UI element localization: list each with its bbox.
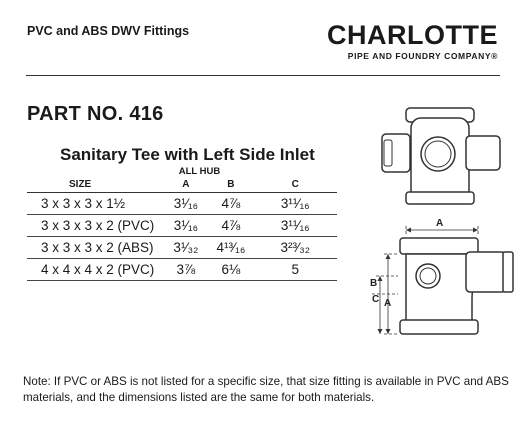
column-header-size: SIZE bbox=[69, 179, 92, 191]
section-title: PVC and ABS DWV Fittings bbox=[27, 24, 190, 38]
table-row bbox=[27, 214, 337, 236]
cell-size: 4 x 4 x 4 x 2 (PVC) bbox=[27, 258, 163, 280]
cell-size: 3 x 3 x 3 x 1½ bbox=[27, 192, 163, 214]
fitting-top-view bbox=[382, 108, 500, 204]
table-header-row bbox=[27, 178, 337, 192]
cell-b: 6⅛ bbox=[208, 258, 253, 280]
part-number: PART NO. 416 bbox=[27, 103, 164, 125]
cell-a: 3⅞ bbox=[163, 258, 208, 280]
cell-a: 3¹⁄₁₆ bbox=[163, 192, 208, 214]
brand-name: CHARLOTTE bbox=[327, 20, 498, 50]
header-divider bbox=[26, 75, 500, 76]
dimension-label-b: B bbox=[370, 278, 378, 289]
footnote: Note: If PVC or ABS is not listed for a specific size, that size fitting is available in PVC and ABS materials, and the dimensions listed are the same for both materials. bbox=[23, 375, 509, 404]
column-header-b: B bbox=[227, 179, 235, 191]
spec-table-block bbox=[27, 166, 337, 281]
dimension-label-a-top: A bbox=[436, 218, 444, 229]
cell-size: 3 x 3 x 3 x 2 (ABS) bbox=[27, 236, 163, 258]
group-label: ALL HUB bbox=[178, 166, 221, 177]
cell-a: 3¹⁄₁₆ bbox=[163, 214, 208, 236]
brand-subtitle: PIPE AND FOUNDRY COMPANY® bbox=[347, 51, 498, 61]
dimension-label-a-side: A bbox=[384, 298, 392, 309]
cell-b: 4⅞ bbox=[208, 192, 253, 214]
dimension-label-c: C bbox=[372, 294, 380, 305]
cell-c: 3¹¹⁄₁₆ bbox=[253, 192, 337, 214]
column-header-a: A bbox=[182, 179, 190, 191]
brand-logo bbox=[327, 22, 498, 61]
fitting-front-view bbox=[400, 238, 513, 334]
fitting-diagram bbox=[348, 80, 530, 366]
cell-a: 3¹⁄₃₂ bbox=[163, 236, 208, 258]
spec-table bbox=[27, 178, 337, 281]
cell-c: 3²³⁄₃₂ bbox=[253, 236, 337, 258]
cell-b: 4⅞ bbox=[208, 214, 253, 236]
product-title: Sanitary Tee with Left Side Inlet bbox=[60, 145, 315, 164]
table-row bbox=[27, 236, 337, 258]
cell-b: 4¹³⁄₁₆ bbox=[208, 236, 253, 258]
table-row bbox=[27, 258, 337, 280]
table-row bbox=[27, 192, 337, 214]
column-header-c: C bbox=[291, 179, 299, 191]
cell-c: 5 bbox=[253, 258, 337, 280]
cell-size: 3 x 3 x 3 x 2 (PVC) bbox=[27, 214, 163, 236]
cell-c: 3¹¹⁄₁₆ bbox=[253, 214, 337, 236]
